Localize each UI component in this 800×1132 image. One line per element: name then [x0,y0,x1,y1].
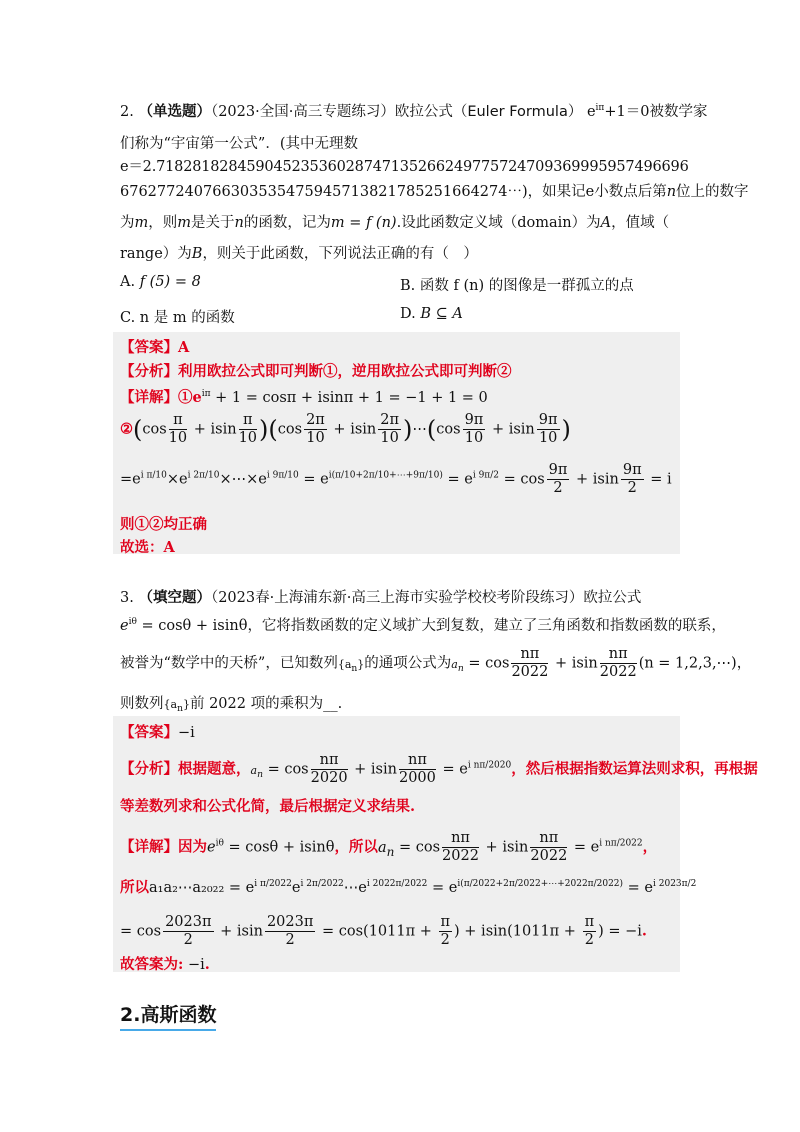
frac-9pi-10b: $\frac{9\pi}{10}$ [538,412,558,446]
q3-so-label: 所以 [120,879,149,896]
q3-line-4b: 前 2022 项的乘积为__. [189,696,343,712]
q3-line-2c: ，它将指数函数的定义域扩大到复数，建立了三角函数和指数函数的联系， [247,618,726,634]
q2-line-5a: 为 [120,215,135,231]
q3-result-b: + isin [215,923,263,940]
q2-var-B: B [191,246,203,262]
frac-npi-2022d: $\frac{n\pi}{2022}$ [530,830,568,864]
q2-number: 2. [120,104,134,120]
q3-analysis-a: 根据题意， [178,760,251,778]
q2-line-4b: 位上的数字 [676,184,749,200]
q2-detail-3a: =e [120,471,141,488]
option-c-text: n 是 m 的函数 [139,310,235,326]
q2-detail-label: 【详解】 [120,389,178,406]
q3-detail-cos: = cos [394,839,441,856]
q2-detail-1a: ①e [178,389,202,406]
q2-line-1 [120,100,707,121]
frac-2023pi-2b: $\frac{2023\pi}{2}$ [266,914,314,948]
q3-detail-label: 【详解】 [120,838,178,856]
q2-answer-value: A [178,339,190,356]
q3-line-3-comma: ， [736,655,752,672]
q3-so-expr2: e [291,880,301,896]
q2-line-5c: 是关于 [191,215,235,231]
q2-close-paren: ） [567,104,583,120]
q2-line-5e: .设此函数定义域（domain）为 [396,215,601,231]
section-heading: 2.高斯函数 [120,1000,216,1031]
q2-conclusion: 则①②均正确 [120,516,207,533]
frac-pi-2: $\frac{\pi}{2}$ [440,914,451,948]
q2-detail-2: ②(cos $\frac{\pi}{10}$ + isin $\frac{\pi}{10}$ )(cos $\frac{2\pi}{10}$ + isin $\frac{2\pi}{10}$ )⋯(cos $\frac{9\pi}{10}$ + isin $\frac{9\pi}{10}$ ) [120,412,571,446]
q2-type: （单选题） [138,103,211,120]
q3-detail-3 [120,914,647,949]
q3-e-sup: iθ [128,617,137,628]
q3-final-value: −i [183,957,205,973]
q2-line-5f: ，值域（ [611,215,670,231]
option-b-label: B. [400,278,416,294]
frac-npi-2022b: $\frac{n\pi}{2022}$ [599,646,637,680]
q3-final [120,953,210,974]
option-a-text: f (5) = 8 [139,274,201,290]
q3-result-c: = cos(1011π + [317,923,437,940]
q2-analysis-label: 【分析】 [120,363,178,380]
q3-line-3: 被誉为“数学中的天桥”，已知数列$\{a_n\}$的通项公式为$a_n = \cos$ $\frac{n\pi}{2022}$ + isin $\frac{n\pi}{2022}$ (n = 1,2,3,⋯)， [120,646,752,680]
option-d-text: B ⊆ A [420,306,463,322]
q2-line-6b: ，则关于此函数，下列说法正确的有（ ） [202,246,478,262]
q3-analysis-eq: = cos [262,761,309,778]
q3-line-4a: 则数列 [120,696,164,712]
option-a-label: A. [120,274,136,290]
q2-line-3: e＝2.71828182845904523536028747135266249775724709369995957496696 [120,159,689,175]
q2-option-c [120,306,235,327]
q3-line-2 [120,614,726,635]
q2-line-6 [120,242,478,263]
q2-analysis [120,360,512,381]
frac-9pi-10: $\frac{9\pi}{10}$ [464,412,484,446]
q2-var-A: A [600,215,612,231]
q3-analysis-plus: + isin [349,761,397,778]
q2-final: 故选：A [120,539,175,556]
frac-npi-2022: $\frac{n\pi}{2022}$ [511,646,549,680]
q2-source: （2023·全国·高三专题练习）欧拉公式（ [210,104,468,120]
q3-analysis: 【分析】根据题意，$a_n = \cos$ $\frac{n\pi}{2020}$ + isin $\frac{n\pi}{2000}$ = $e^{i n\pi/2020}$，然后根据指数运算法则求积，再根据 [120,752,758,786]
q2-function-def: m = f (n) [330,215,397,231]
q3-answer [120,721,195,742]
q2-analysis-text: 利用欧拉公式即可判断①，逆用欧拉公式即可判断② [178,363,512,380]
q3-detail-e: e [207,839,216,856]
q3-analysis-label: 【分析】 [120,760,178,778]
q3-detail-b: ，所以 [334,838,378,856]
q3-analysis-line-2: 等差数列求和公式化简，最后根据定义求结果. [120,798,416,815]
q3-result-dot: . [641,922,647,940]
q3-number: 3. [120,590,134,606]
q3-final-label: 故答案为: [120,956,184,973]
q2-var-n2: n [234,215,244,231]
q3-type: （填空题） [138,589,211,606]
q3-analysis-eq2: = e [437,761,468,778]
q2-line-5d: 的函数，记为 [243,215,331,231]
option-b-text: 函数 f (n) 的图像是一群孤立的点 [419,278,634,294]
q3-detail-2: 所以a₁a₂⋯a₂₀₂₂ = $e^{i \pi/2022}e^{i 2\pi/2022}\cdots e^{i 2022\pi/2022} = e^{i(\pi/2022+2\pi/2022+\cdots+2022\pi/2022)} = e^{i 2023\pi/2}$ [120,879,697,896]
q2-detail-1-rest: + 1 = cosπ + isinπ + 1 = −1 + 1 = 0 [210,390,488,406]
q3-answer-label: 【答案】 [120,724,178,741]
q3-result-e: ) = −i [598,923,642,940]
q2-detail-3: $=e^{i \pi/10}\times e^{i 2\pi/10}\times\cdots\times e^{i 9\pi/10} = e^{i(\pi/10+2\pi/10+\cdots+9\pi/10)} = e^{i 9\pi/2} = \cos$ $\frac{9\pi}{2}$ + isin $\frac{9\pi}{2}$ = i [120,462,672,496]
q2-line-4 [120,180,749,201]
q3-source: （2023春·上海浦东新·高三上海市实验学校校考阶段练习）欧拉公式 [210,590,642,606]
q2-line-5 [120,211,669,232]
frac-pi-2b: $\frac{\pi}{2}$ [584,914,595,948]
q2-option-d [400,306,463,322]
q2-detail-1 [120,386,488,407]
q2-detail-1-sup: iπ [201,389,211,400]
q3-detail-comma: ， [642,838,658,856]
q3-detail-plus: + isin [480,839,529,856]
frac-npi-2020: $\frac{n\pi}{2020}$ [310,752,348,786]
q3-line-3-eq: = cos [463,655,510,672]
q3-euler-rhs: = cosθ + isinθ [136,618,248,634]
q2-detail-2-prefix: ② [120,420,133,438]
option-d-label: D. [400,306,416,322]
q2-option-a [120,274,201,290]
q3-so-dots: ⋯e [343,880,367,896]
q3-line-4: 则数列$\{a_n\}$前 2022 项的乘积为__. [120,696,343,715]
q2-detail-3-end: = i [645,471,672,488]
frac-9pi-2: $\frac{9\pi}{2}$ [548,462,568,496]
frac-npi-2022c: $\frac{n\pi}{2022}$ [442,830,479,864]
q3-e: e [120,618,129,634]
q2-answer-label: 【答案】 [120,339,178,356]
q2-line-2: 们称为“宇宙第一公式”．(其中无理数 [120,136,358,152]
q2-var-m: m [134,215,149,231]
q3-detail-e2: = e [569,839,600,856]
q3-so-eq: = e [427,880,458,896]
q3-result-a: = cos [120,923,162,940]
q3-line-3a: 被誉为“数学中的天桥”，已知数列 [120,655,338,672]
q3-analysis-b: ，然后根据指数运算法则求积，再根据 [511,760,758,778]
frac-npi-2000: $\frac{n\pi}{2000}$ [398,752,436,786]
q3-line-1 [120,586,641,607]
frac-pi-10b: $\frac{\pi}{10}$ [238,412,258,446]
q2-detail-3-tail: = cos [498,471,545,488]
frac-2023pi-2: $\frac{2023\pi}{2}$ [165,914,212,948]
option-c-label: C. [120,310,136,326]
frac-2pi-10b: $\frac{2\pi}{10}$ [380,412,400,446]
q2-var-m2: m [177,215,191,231]
q3-detail-a: 因为 [178,838,207,856]
q3-final-dot: . [204,956,210,973]
frac-9pi-2b: $\frac{9\pi}{2}$ [622,462,642,496]
q2-line-4a: 6762772407663035354759457138217852516642​74⋯)，如果记e小数点后第 [120,184,667,200]
q3-result-d: ) + isin(1011π + [454,923,581,940]
q3-so-expr: a₁a₂⋯a₂₀₂₂ = e [149,880,255,896]
q2-line-5b: ，则 [148,215,178,231]
q3-line-3b: 的通项公式为 [364,655,452,672]
q2-formula-name: Euler Formula [467,104,568,120]
q3-detail-1: 【详解】因为$e^{i\theta} = \cos\theta + isin\theta$，所以$a_n = \cos$ $\frac{n\pi}{2022}$ + isin $\frac{n\pi}{2022}$ = $e^{i n\pi/2022}$， [120,830,658,864]
frac-2pi-10: $\frac{2\pi}{10}$ [306,412,325,446]
frac-pi-10: $\frac{\pi}{10}$ [168,412,188,446]
q3-answer-value: −i [178,725,195,741]
q2-euler-eq: $e^{i\pi}+1=0$被数学家 [586,103,708,120]
q2-line-6a: range）为 [120,246,192,262]
q3-so-eq2: = e [623,880,653,896]
q2-var-n: n [666,184,677,200]
q3-detail-e-sup: iθ [215,838,224,849]
q3-detail-eq-rest: = cosθ + isinθ [223,839,335,856]
q3-line-3-range: (n = 1,2,3,⋯) [638,655,737,672]
q3-line-3-plus: + isin [550,655,598,672]
q2-option-b [400,274,634,295]
q2-answer [120,336,189,357]
